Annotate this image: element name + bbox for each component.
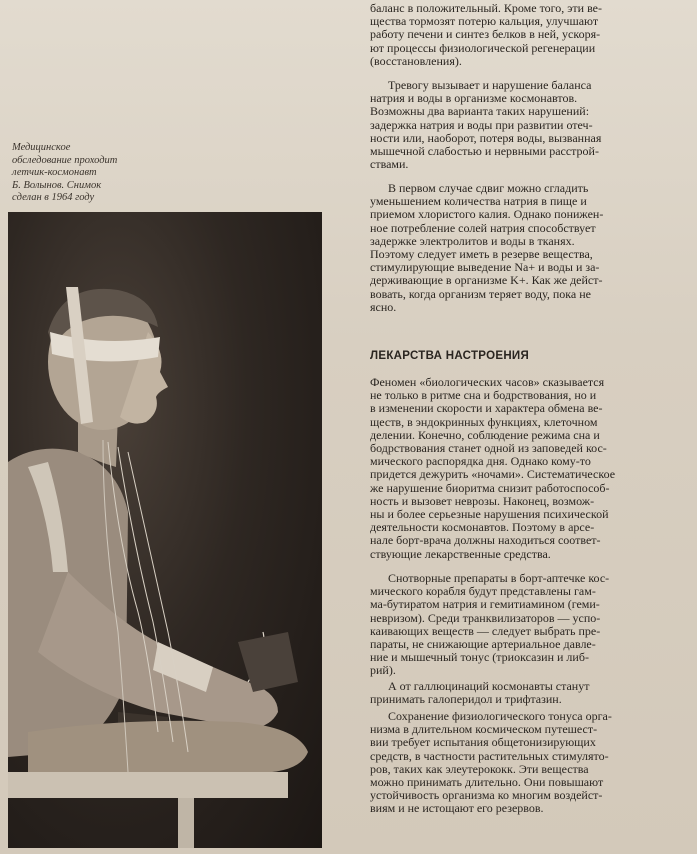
text-line: ствующие лекарственные средства. <box>370 546 551 561</box>
photo-caption <box>12 142 152 205</box>
text-line: придется дежурить «ночами». Систематическое <box>370 467 616 482</box>
text-line: Снотворные препараты в борт-аптечке кос- <box>388 571 610 585</box>
text-line: держивающие в организме K+. Как же дейст- <box>370 273 603 288</box>
text-line: делении. Конечно, соблюдение режима сна и <box>370 427 600 442</box>
text-line: не только в ритме сна и бодрствования, но и <box>370 388 597 403</box>
text-line: принимать галоперидол и трифтазин. <box>370 692 562 707</box>
text-line: деятельности космонавтов. Поэтому в арсе- <box>370 520 595 535</box>
text-line: ясно. <box>370 299 397 314</box>
text-line: ров, таких как элеутерококк. Эти вещества <box>370 761 589 776</box>
caption-line: Медицинское <box>12 142 71 153</box>
caption-line: сделан в 1964 году <box>12 192 95 203</box>
text-line: ют процессы физиологической регенерации <box>370 40 596 55</box>
text-line: стимулирующие выведение Na+ и воды и за- <box>370 260 600 275</box>
text-line: ное потребление солей натрия способствует <box>370 220 596 235</box>
text-line: Феномен «биологических часов» сказывается <box>370 375 605 389</box>
text-line: ние и мышечный тонус (триоксазин и либ- <box>370 650 589 665</box>
text-line: ны и более серьезные нарушения психической <box>370 507 609 522</box>
text-line: мического распорядка дня. Однако кому-то <box>370 454 591 469</box>
text-line: В первом случае сдвиг можно сгладить <box>388 181 589 195</box>
caption-line: летчик-космонавт <box>12 167 97 178</box>
caption-line: Б. Волынов. Снимок <box>12 179 102 191</box>
paragraph-1 <box>370 2 688 68</box>
text-line: натрия и воды в организме космонавтов. <box>370 91 578 106</box>
section-heading: ЛЕКАРСТВА НАСТРОЕНИЯ <box>370 350 530 362</box>
text-line: низма в длительном космическом путешест- <box>370 722 598 737</box>
text-line: каивающих веществ — следует выбрать пре- <box>370 623 601 638</box>
paragraph-3 <box>370 182 688 314</box>
text-line: Возможны два варианта таких нарушений: <box>370 104 590 119</box>
paragraph-5 <box>370 572 688 678</box>
text-line: бодрствования станет одной из заповедей кос- <box>370 441 607 456</box>
paragraph-6 <box>370 680 688 706</box>
text-line: средств, в частности растительных стимулято- <box>370 748 609 763</box>
caption-line: обследование проходит <box>12 154 118 166</box>
text-line: вовать, когда организм теряет воду, пока не <box>370 286 592 301</box>
text-line: вии требует испытания общетонизирующих <box>370 735 596 750</box>
text-line: ма-бутиратом натрия и гемитиамином (геми- <box>370 597 600 612</box>
text-line: приемом хлористого калия. Однако понижен- <box>370 207 604 222</box>
cosmonaut-figure <box>8 212 322 848</box>
text-line: работу печени и синтез белков в ней, ускоря- <box>370 27 601 42</box>
text-line: Сохранение физиологического тонуса орга- <box>388 709 612 723</box>
text-line: Поэтому следует иметь в резерве вещества, <box>370 247 593 262</box>
text-line: в изменении скорости и характера обмена ве- <box>370 401 603 416</box>
text-line: мышечной слабостью и нервными расстрой- <box>370 144 599 159</box>
paragraph-4 <box>370 376 688 561</box>
text-line: А от галлюцинаций космонавты станут <box>388 679 590 693</box>
text-line: ность и вызовет неврозы. Наконец, возмож- <box>370 493 595 508</box>
text-line: параты, не снижающие артериальное давле- <box>370 637 596 652</box>
text-line: же нарушение биоритма снизит работоспособ- <box>370 480 610 495</box>
text-line: мического корабля будут представлены гам- <box>370 584 596 599</box>
text-line: ствами. <box>370 157 409 172</box>
text-line: (восстановления). <box>370 53 462 68</box>
paragraph-7 <box>370 710 688 816</box>
text-line: можно принимать длительно. Они повышают <box>370 775 604 790</box>
text-line: щества тормозят потерю кальция, улучшают <box>370 14 599 29</box>
text-line: уменьшением количества натрия в пище и <box>370 194 587 209</box>
text-line: Тревогу вызывает и нарушение баланса <box>388 78 592 92</box>
text-line: виям и не истощают его резервов. <box>370 801 544 816</box>
paragraph-2 <box>370 79 688 171</box>
text-line: рий). <box>370 663 396 678</box>
text-line: ществ, в эндокринных функциях, клеточном <box>370 414 598 429</box>
text-line: нале борт-врача должны находиться соответ- <box>370 533 601 548</box>
text-line: ности или, наоборот, потеря воды, вызванная <box>370 130 602 145</box>
cosmonaut-photo <box>8 212 322 848</box>
text-line: задержка натрия и воды при развитии отеч- <box>370 117 593 132</box>
text-line: задержке электролитов и воды в тканях. <box>370 233 575 248</box>
text-line: невризом). Среди транквилизаторов — успо- <box>370 610 601 625</box>
text-line: устойчивость организма ко многим воздейст- <box>370 788 603 803</box>
text-line: баланс в положительный. Кроме того, эти ве- <box>370 1 603 15</box>
